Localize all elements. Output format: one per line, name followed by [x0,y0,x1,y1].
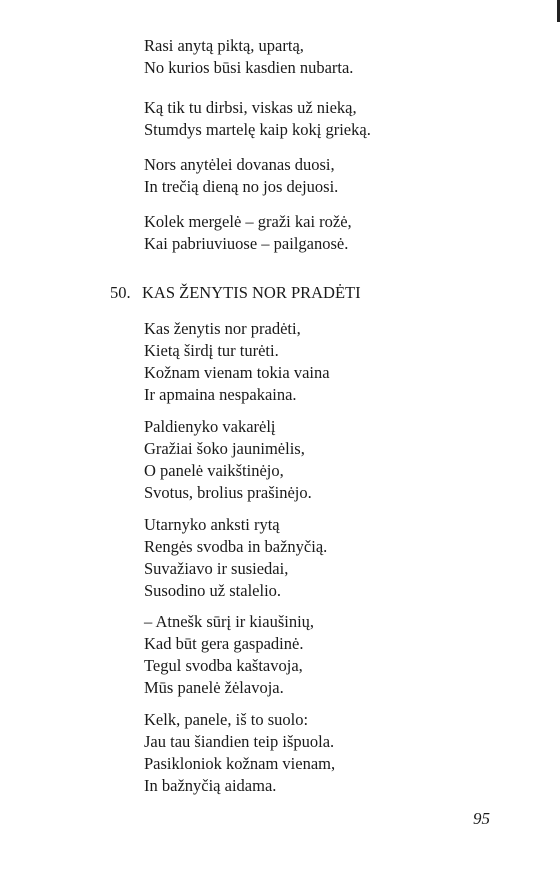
verse-line: Kožnam vienam tokia vaina [144,363,330,382]
stanza [144,35,353,79]
stanza [144,416,312,504]
verse-line: Rengės svodba in bažnyčią. [144,537,328,556]
verse-line: Mūs panelė žėlavoja. [144,678,284,697]
poem-number: 50. [110,283,131,302]
verse-line: Ir apmaina nespakaina. [144,385,297,404]
verse-line: Utarnyko anksti rytą [144,515,280,534]
stanza [144,97,371,141]
stanza [144,611,314,699]
verse-line: Kolek mergelė – graži kai rožė, [144,212,352,231]
verse-line: Kietą širdį tur turėti. [144,341,279,360]
verse-line: Kai pabriuviuose – pailganosė. [144,234,349,253]
verse-line: O panelė vaikštinėjo, [144,461,284,480]
verse-line: Svotus, brolius prašinėjo. [144,483,312,502]
verse-line: Tegul svodba kaštavoja, [144,656,303,675]
stanza [144,318,330,406]
stanza [144,154,338,198]
verse-line: Ką tik tu dirbsi, viskas už nieką, [144,98,357,117]
verse-line: No kurios būsi kasdien nubarta. [144,58,354,77]
verse-line: Susodino už stalelio. [144,581,282,600]
verse-line: In bažnyčią aidama. [144,776,277,795]
poem-heading [110,282,361,304]
verse-line: Paldienyko vakarėlį [144,417,276,436]
verse-line: Gražiai šoko jaunimėlis, [144,439,305,458]
verse-line: Pasikloniok kožnam vienam, [144,754,336,773]
poem-title: KAS ŽENYTIS NOR PRADĖTI [142,283,361,302]
stanza [144,709,335,797]
verse-line: – Atnešk sūrį ir kiaušinių, [144,612,315,631]
verse-line: Rasi anytą piktą, upartą, [144,36,304,55]
verse-line: Kas ženytis nor pradėti, [144,319,301,338]
verse-line: Nors anytėlei dovanas duosi, [144,155,335,174]
verse-line: Kelk, panele, iš to suolo: [144,710,309,729]
stanza [144,211,352,255]
verse-line: Stumdys martelę kaip kokį grieką. [144,120,371,139]
stanza [144,514,327,602]
page-number: 95 [473,809,490,828]
verse-line: Jau tau šiandien teip išpuola. [144,732,335,751]
verse-line: Kad būt gera gaspadinė. [144,634,304,653]
verse-line: In trečią dieną no jos dejuosi. [144,177,339,196]
verse-line: Suvažiavo ir susiedai, [144,559,289,578]
